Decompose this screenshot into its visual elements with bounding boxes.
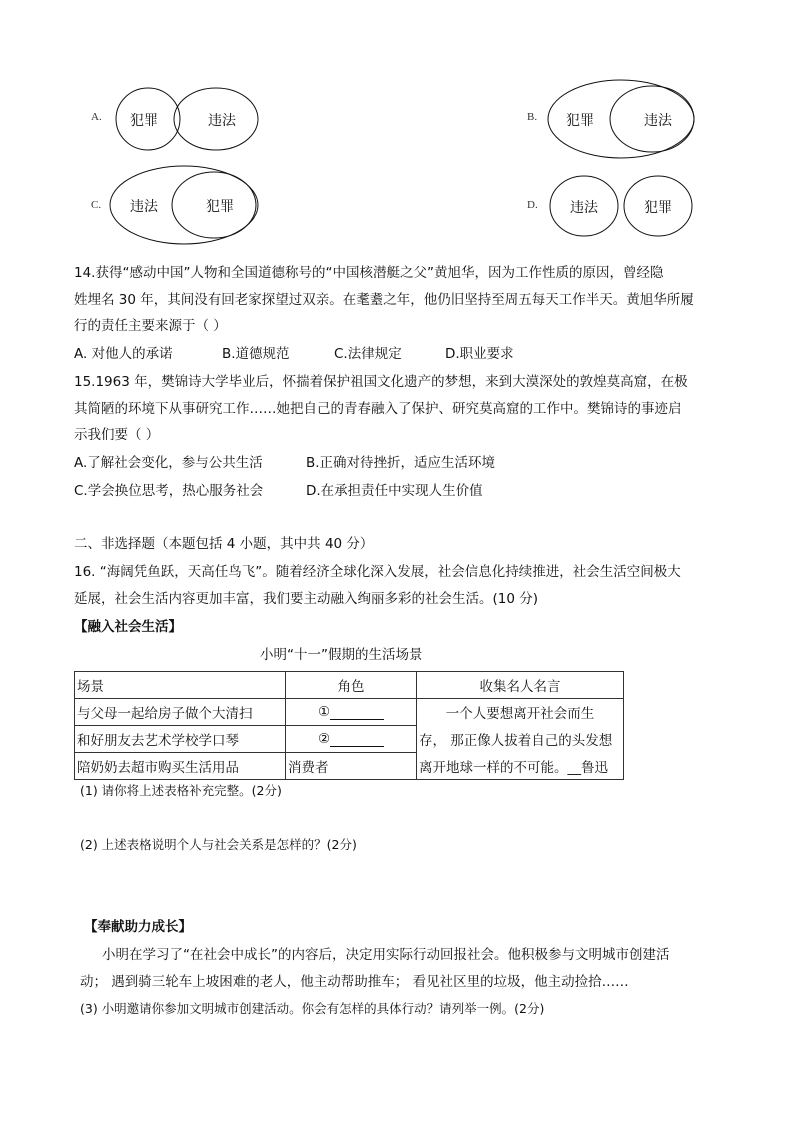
row3-role: 消费者 xyxy=(286,753,417,780)
q14-line3: 行的责任主要来源于（ ） xyxy=(74,318,227,334)
table-row xyxy=(75,699,624,726)
row2-scene: 和好朋友去艺术学校学口琴 xyxy=(75,726,286,753)
quote-line2-cell xyxy=(417,726,624,753)
q16-sub1: (1) 请你将上述表格补充完整。(2分) xyxy=(80,783,282,798)
q15-option-b: B.正确对待挫折，适应生活环境 xyxy=(306,455,496,471)
q16-line2: 延展，社会生活内容更加丰富，我们要主动融入绚丽多彩的社会生活。(10 分) xyxy=(74,591,539,607)
section2-heading: 二、非选择题（本题包括 4 小题，其中共 40 分） xyxy=(74,536,374,552)
row1-role-marker: ① xyxy=(317,704,331,720)
table-title: 小明“十一”假期的生活场景 xyxy=(260,647,423,663)
q15-line2: 其简陋的环境下从事研究工作……她把自己的青春融入了保护、研究莫高窟的工作中。樊锦诗的事迹启 xyxy=(74,401,682,417)
q14-line1: 14.获得“感动中国”人物和全国道德称号的“中国核潜艇之父”黄旭华，因为工作性质的原因，曾经隐 xyxy=(74,265,664,281)
option-d-left-text: 违法 xyxy=(570,200,598,216)
option-b-label: B. xyxy=(527,111,538,123)
option-a-right-text: 违法 xyxy=(208,113,236,129)
row1-role-blank[interactable] xyxy=(330,705,384,720)
option-b-outer-text: 犯罪 xyxy=(566,113,594,129)
q15-line1: 15.1963 年，樊锦诗大学毕业后，怀揣着保护祖国文化遗产的梦想，来到大漠深处的敦煌莫高窟，在极 xyxy=(74,374,688,390)
option-a-left-text: 犯罪 xyxy=(130,113,158,129)
q14-line2: 姓埋名 30 年，其间没有回老家探望过双亲。在耄耋之年，他仍旧坚持至周五每天工作半天。黄旭华所履 xyxy=(74,292,694,308)
q15-option-d: D.在承担责任中实现人生价值 xyxy=(306,483,483,499)
quote-line3: 离开地球一样的不可能。__鲁迅 xyxy=(419,759,608,776)
q16-subheading-integrate: 【融入社会生活】 xyxy=(74,619,182,635)
q16-paragraph-line2: 动； 遇到骑三轮车上坡困难的老人，他主动帮助推车； 看见社区里的垃圾，他主动捡拾…… xyxy=(80,974,629,990)
option-c-label: C. xyxy=(91,199,102,211)
row2-role-marker: ② xyxy=(317,731,331,747)
table-row xyxy=(75,753,624,780)
table-row xyxy=(75,726,624,753)
q15-option-c: C.学会换位思考，热心服务社会 xyxy=(74,483,264,499)
q15-option-a: A.了解社会变化，参与公共生活 xyxy=(74,455,263,471)
row3-scene: 陪奶奶去超市购买生活用品 xyxy=(75,753,286,780)
option-c-inner-text: 犯罪 xyxy=(206,199,234,215)
header-quote: 收集名人名言 xyxy=(417,672,624,699)
option-b-diagram xyxy=(546,78,698,162)
q14-option-d: D.职业要求 xyxy=(445,346,514,362)
q16-sub3: (3) 小明邀请你参加文明城市创建活动。你会有怎样的具体行动？请列举一例。(2分) xyxy=(80,1001,545,1016)
row2-role-blank[interactable] xyxy=(330,732,384,747)
option-c-diagram xyxy=(108,164,262,248)
option-c-outer-text: 违法 xyxy=(130,199,158,215)
q14-option-a: A. 对他人的承诺 xyxy=(74,346,173,362)
option-d-label: D. xyxy=(527,199,538,211)
life-scene-table xyxy=(74,671,624,780)
q14-option-c: C.法律规定 xyxy=(334,346,402,362)
option-d-right-text: 犯罪 xyxy=(644,200,672,216)
option-b-inner-text: 违法 xyxy=(644,113,672,129)
option-a-label: A. xyxy=(91,111,102,123)
header-scene: 场景 xyxy=(75,672,286,699)
q16-sub2: (2) 上述表格说明个人与社会关系是怎样的？(2分) xyxy=(80,837,357,852)
q16-paragraph-line1: 小明在学习了“在社会中成长”的内容后，决定用实际行动回报社会。他积极参与文明城市创建活 xyxy=(102,947,670,963)
quote-line1: 一个人要想离开社会而生 xyxy=(445,706,595,723)
quote-line2: 存， 那正像人拔着自己的头发想 xyxy=(419,733,613,749)
q15-line3: 示我们要（ ） xyxy=(74,427,160,443)
quote-line1-cell xyxy=(417,699,624,726)
q16-subheading-contribute: 【奉献助力成长】 xyxy=(84,919,192,935)
q16-line1: 16. “海阔凭鱼跃，天高任鸟飞”。随着经济全球化深入发展，社会信息化持续推进，社会生活空间极大 xyxy=(74,564,681,580)
q14-option-b: B.道德规范 xyxy=(222,346,290,362)
quote-line3-cell xyxy=(417,753,624,780)
row1-scene: 与父母一起给房子做个大清扫 xyxy=(75,699,286,726)
option-a-diagram xyxy=(108,86,263,152)
header-role: 角色 xyxy=(286,672,417,699)
table-header-row xyxy=(75,672,624,699)
option-d-diagram xyxy=(546,174,698,238)
